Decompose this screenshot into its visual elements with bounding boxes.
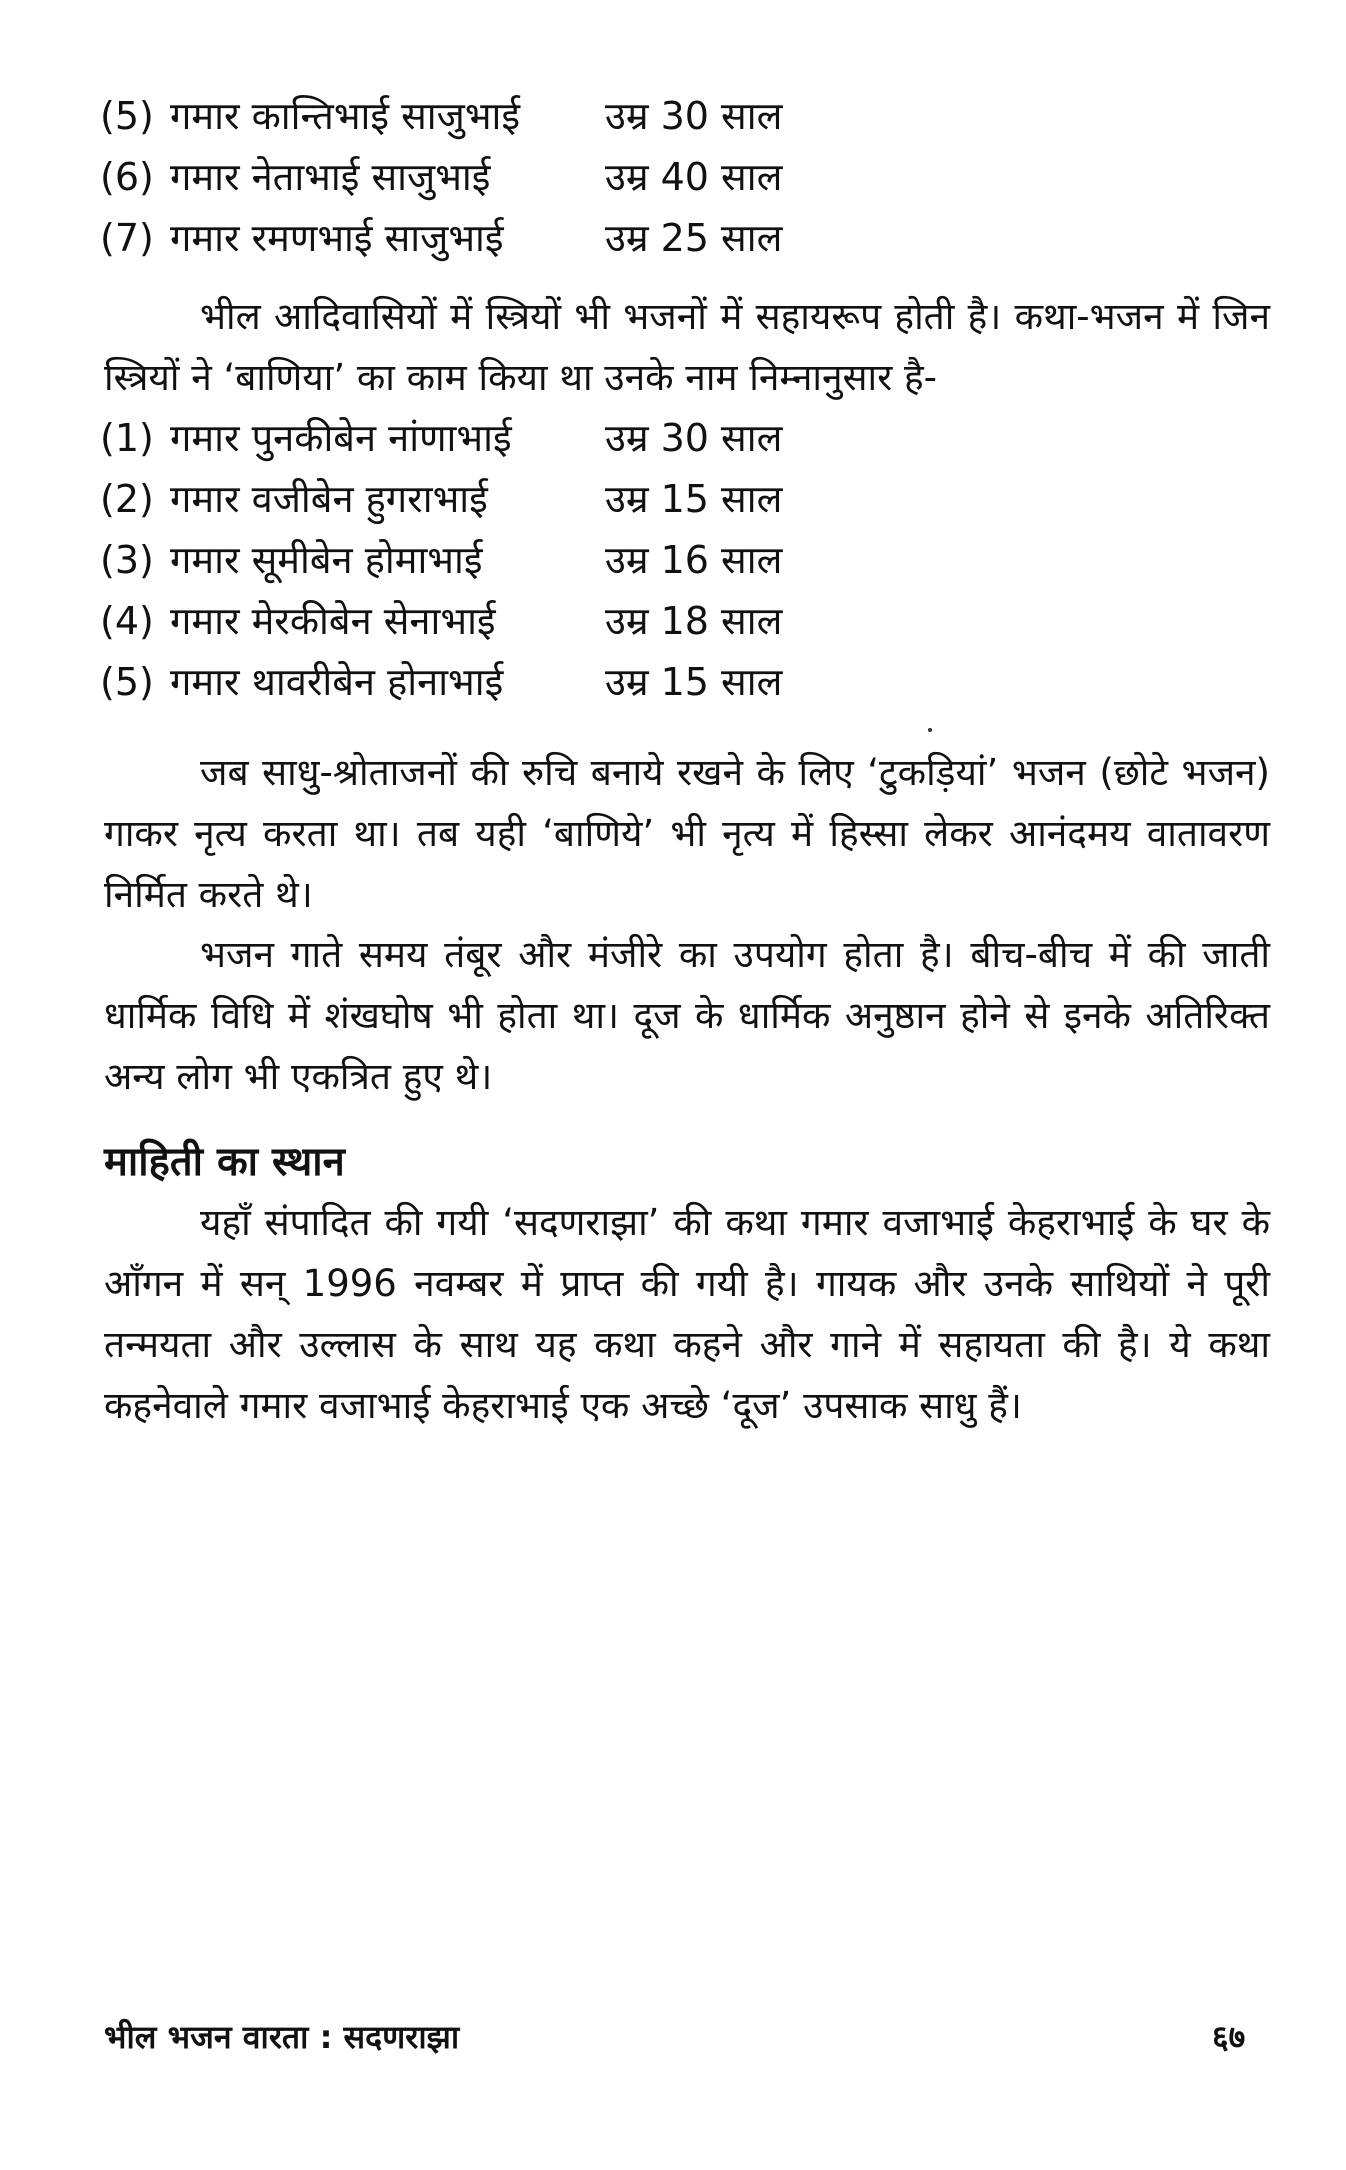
list-item-age: उम्र 18 साल bbox=[605, 599, 783, 643]
list-item-number: (4) bbox=[100, 599, 154, 643]
list-item-number: (6) bbox=[100, 155, 154, 199]
list-item-age: उम्र 30 साल bbox=[605, 416, 783, 460]
paragraph-women-intro: भील आदिवासियों में स्त्रियों भी भजनों में सहायरूप होती है। कथा-भजन में जिन स्त्रियों ने ‘बाणिया’ का काम किया था उनके नाम निम्नानुसार है- bbox=[104, 295, 1270, 399]
list-item-name: गमार थावरीबेन होनाभाई bbox=[170, 660, 504, 704]
performer-list-women bbox=[100, 408, 1000, 713]
list-item-name: गमार मेरकीबेन सेनाभाई bbox=[170, 599, 496, 643]
list-item-name: गमार कान्तिभाई साजुभाई bbox=[170, 94, 521, 138]
list-item-name: गमार सूमीबेन होमाभाई bbox=[170, 538, 483, 582]
list-item-number: (3) bbox=[100, 538, 154, 582]
list-item bbox=[100, 86, 1000, 147]
list-item bbox=[100, 591, 1000, 652]
list-item bbox=[100, 408, 1000, 469]
stray-mark bbox=[928, 728, 932, 732]
footer-page-number: ६७ bbox=[1212, 2018, 1246, 2056]
performer-list-men bbox=[100, 86, 1000, 269]
list-item-number: (1) bbox=[100, 416, 154, 460]
section-heading: माहिती का स्थान bbox=[104, 1139, 345, 1185]
list-item bbox=[100, 469, 1000, 530]
list-item-age: उम्र 15 साल bbox=[605, 477, 783, 521]
list-item bbox=[100, 147, 1000, 208]
list-item-name: गमार रमणभाई साजुभाई bbox=[170, 216, 504, 260]
list-item bbox=[100, 530, 1000, 591]
list-item bbox=[100, 652, 1000, 713]
list-item-number: (7) bbox=[100, 216, 154, 260]
list-item-name: गमार पुनकीबेन नांणाभाई bbox=[170, 416, 512, 460]
list-item-number: (2) bbox=[100, 477, 154, 521]
list-item bbox=[100, 208, 1000, 269]
list-item-age: उम्र 16 साल bbox=[605, 538, 783, 582]
list-item-number: (5) bbox=[100, 660, 154, 704]
paragraph-instruments: भजन गाते समय तंबूर और मंजीरे का उपयोग होता है। बीच-बीच में की जाती धार्मिक विधि में शंखघोष भी होता था। दूज के धार्मिक अनुष्ठान होने से इनके अतिरिक्त अन्य लोग भी एकत्रित हुए थे। bbox=[104, 933, 1270, 1098]
paragraph-dance: जब साधु-श्रोताजनों की रुचि बनाये रखने के लिए ‘टुकड़ियां’ भजन (छोटे भजन) गाकर नृत्य करता था। तब यही ‘बाणिये’ भी नृत्य में हिस्सा लेकर आनंदमय वातावरण निर्मित करते थे। bbox=[104, 751, 1270, 916]
list-item-name: गमार वजीबेन हुगराभाई bbox=[170, 477, 488, 521]
footer-book-title: भील भजन वारता : सदणराझा bbox=[104, 2018, 460, 2056]
list-item-age: उम्र 40 साल bbox=[605, 155, 783, 199]
paragraph-place: यहाँ संपादित की गयी ‘सदणराझा’ की कथा गमार वजाभाई केहराभाई के घर के आँगन में सन् 1996 नवम्बर में प्राप्त की गयी है। गायक और उनके साथियों ने पूरी तन्मयता और उल्लास के साथ यह कथा कहने और गाने में सहायता की है। ये कथा कहनेवाले गमार वजाभाई केहराभाई एक अच्छे ‘दूज’ उपसाक साधु हैं। bbox=[104, 1201, 1270, 1427]
list-item-number: (5) bbox=[100, 94, 154, 138]
list-item-age: उम्र 25 साल bbox=[605, 216, 783, 260]
list-item-age: उम्र 15 साल bbox=[605, 660, 783, 704]
list-item-age: उम्र 30 साल bbox=[605, 94, 783, 138]
list-item-name: गमार नेताभाई साजुभाई bbox=[170, 155, 491, 199]
